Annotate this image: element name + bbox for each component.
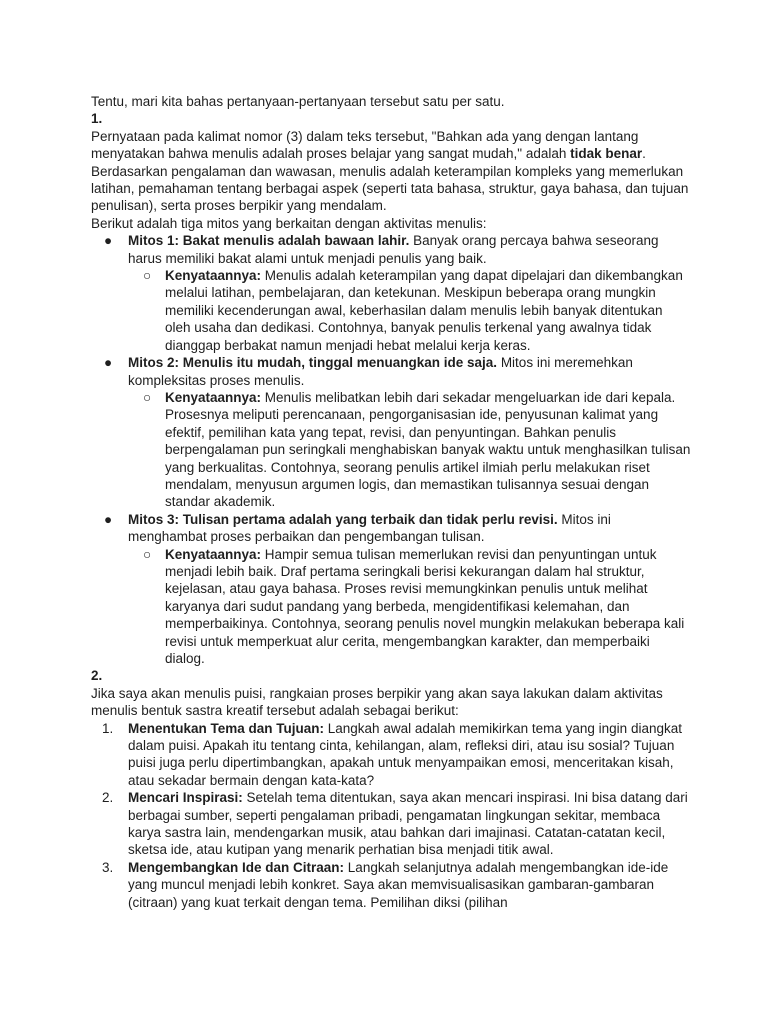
circle-bullet-icon: ○ xyxy=(143,268,152,284)
myth-item xyxy=(91,511,691,668)
steps-list xyxy=(91,720,691,911)
myth-desc: Mitos ini menghambat proses perbaikan dan pengembangan tulisan. xyxy=(128,511,611,545)
fact-label: Kenyataannya: xyxy=(165,546,262,562)
bullet-icon: ● xyxy=(104,511,113,527)
step-number: 2. xyxy=(102,790,114,806)
step-title: Mencari Inspirasi: xyxy=(128,790,243,806)
fact-text: Hampir semua tulisan memerlukan revisi dan penyuntingan untuk menjadi lebih baik. Draf pertama seringkali berisi kekurangan dalam hal struktur, kejelasan, atau gaya bahasa. Proses revisi memungkinkan penulis untuk melihat karyanya dari sudut pandang yang berbeda, mengidentifikasi kelemahan, dan memperbaikinya. Contohnya, seorang penulis novel mungkin melakukan beberapa kali revisi untuk memperkuat alur cerita, mengembangkan karakter, dan memperbaiki dialog. xyxy=(165,546,685,666)
myth-desc: Mitos ini meremehkan kompleksitas proses menulis. xyxy=(128,355,633,388)
myth-list xyxy=(91,232,691,667)
fact-label: Kenyataannya: xyxy=(165,268,262,284)
question-1-myths-intro: Berikut adalah tiga mitos yang berkaitan dengan aktivitas menulis: xyxy=(91,215,487,231)
bullet-icon: ● xyxy=(104,233,113,249)
step-number: 3. xyxy=(102,859,114,875)
fact-text: Menulis melibatkan lebih dari sekadar mengeluarkan ide dari kepala. Prosesnya meliputi perencanaan, pengorganisasian ide, penyusunan kalimat yang efektif, pemilihan kata yang tepat, revisi, dan penyuntingan. Bahkan penulis berpengalaman pun seringkali menghabiskan banyak waktu untuk menghasilkan tulisan yang berkualitas. Contohnya, seorang penulis artikel ilmiah perlu melakukan riset mendalam, menyusun argumen logis, dan memastikan tulisannya sesuai dengan standar akademik. xyxy=(165,389,691,510)
bullet-icon: ● xyxy=(104,355,113,371)
step-title: Menentukan Tema dan Tujuan: xyxy=(128,720,325,736)
myth-item xyxy=(91,232,691,354)
step-title: Mengembangkan Ide dan Citraan: xyxy=(128,859,345,875)
circle-bullet-icon: ○ xyxy=(143,546,152,562)
step-item xyxy=(91,859,691,911)
step-number: 1. xyxy=(102,720,114,736)
fact-text: Menulis adalah keterampilan yang dapat dipelajari dan dikembangkan melalui latihan, pembelajaran, dan ketekunan. Meskipun beberapa orang mungkin memiliki kecenderungan awal, keberhasilan dalam menulis lebih banyak ditentukan oleh usaha dan dedikasi. Contohnya, banyak penulis terkenal yang awalnya tidak dianggap berbakat namun menjadi hebat melalui kerja keras. xyxy=(165,268,683,353)
myth-desc: Banyak orang percaya bahwa seseorang harus memiliki bakat alami untuk menjadi penulis yang baik. xyxy=(128,233,659,266)
step-text: Langkah selanjutnya adalah mengembangkan ide-ide yang muncul menjadi lebih konkret. Saya akan memvisualisasikan gambaran-gambaran (citraan) yang kuat terkait dengan tema. Pemilihan diksi (pilihan xyxy=(128,859,669,910)
circle-bullet-icon: ○ xyxy=(143,389,152,405)
myth-title: Mitos 3: Tulisan pertama adalah yang terbaik dan tidak perlu revisi. xyxy=(128,511,558,527)
step-item xyxy=(91,789,691,859)
question-1-paragraph: Pernyataan pada kalimat nomor (3) dalam teks tersebut, "Bahkan ada yang dengan lantang menyatakan bahwa menulis adalah proses belajar yang sangat mudah," adalah tidak benar. Berdasarkan pengalaman dan wawasan, menulis adalah keterampilan kompleks yang memerlukan latihan, pemahaman tentang berbagai aspek (seperti tata bahasa, struktur, gaya bahasa, dan tujuan penulisan), serta proses berpikir yang mendalam. xyxy=(91,128,689,214)
question-2-number: 2. xyxy=(91,668,103,684)
step-text: Setelah tema ditentukan, saya akan mencari inspirasi. Ini bisa datang dari berbagai sumber, seperti pengalaman pribadi, pengamatan lingkungan sekitar, membaca karya sastra lain, mendengarkan musik, atau bahkan dari imajinasi. Catatan-catatan kecil, sketsa ide, atau kutipan yang menarik perhatian bisa menjadi titik awal. xyxy=(128,790,688,858)
document-page xyxy=(91,93,691,911)
fact-label: Kenyataannya: xyxy=(165,389,262,405)
step-item xyxy=(91,720,691,790)
myth-title: Mitos 1: Bakat menulis adalah bawaan lahir. xyxy=(128,233,410,249)
step-text: Langkah awal adalah memikirkan tema yang ingin diangkat dalam puisi. Apakah itu tentang cinta, kehilangan, alam, refleksi diri, atau isu sosial? Tujuan puisi juga perlu dipertimbangkan, apakah untuk menyampaikan emosi, menceritakan kisah, atau sekadar bermain dengan kata-kata? xyxy=(128,720,682,788)
intro-text: Tentu, mari kita bahas pertanyaan-pertanyaan tersebut satu per satu. xyxy=(91,94,505,109)
question-2-paragraph: Jika saya akan menulis puisi, rangkaian proses berpikir yang akan saya lakukan dalam aktivitas menulis bentuk sastra kreatif tersebut adalah sebagai berikut: xyxy=(91,685,663,719)
question-1-number: 1. xyxy=(91,111,103,127)
myth-title: Mitos 2: Menulis itu mudah, tinggal menuangkan ide saja. xyxy=(128,355,498,371)
myth-item xyxy=(91,354,691,511)
